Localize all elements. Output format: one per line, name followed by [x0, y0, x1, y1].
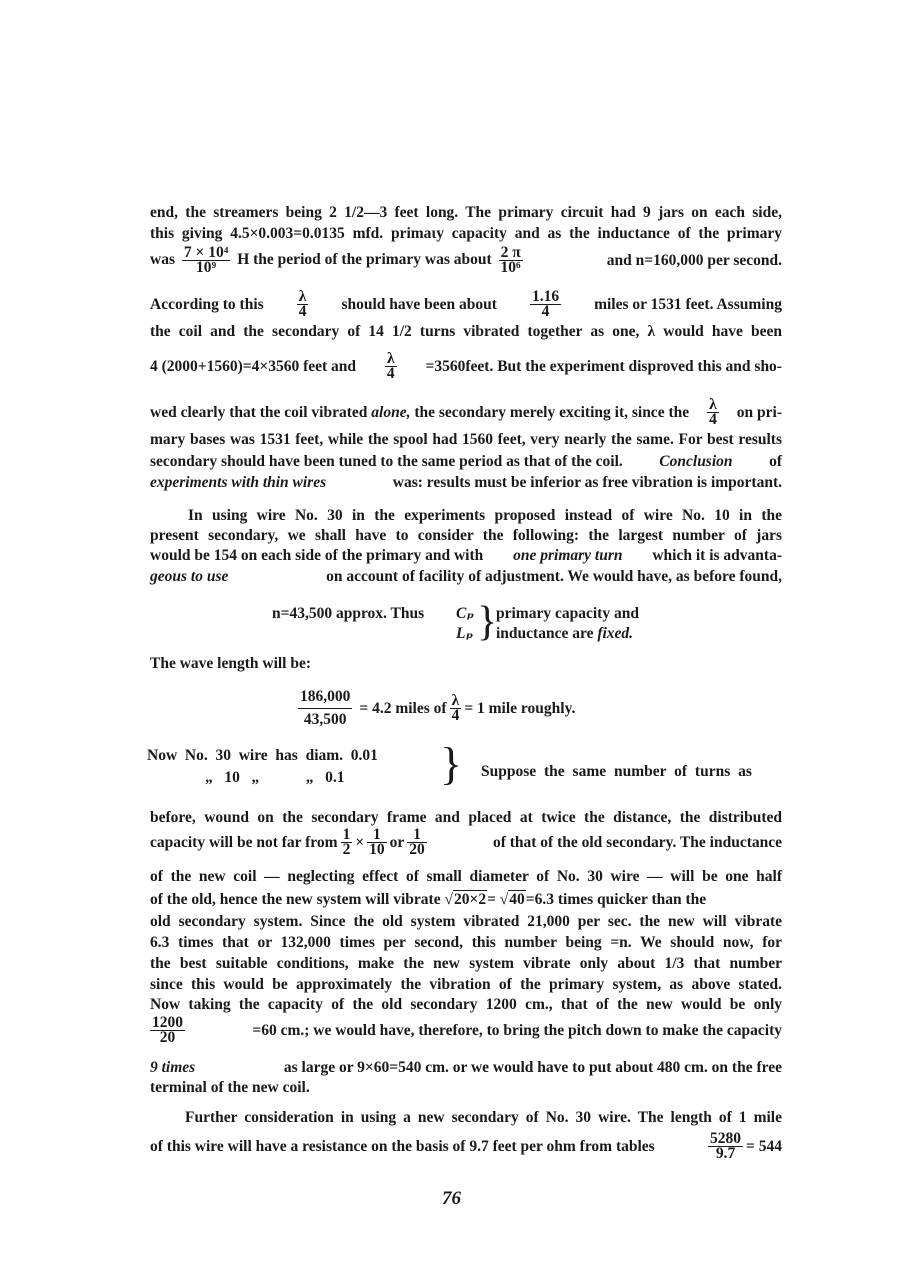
text-line: before, wound on the secondary frame and placed at twice the distance, the distributed: [150, 809, 782, 826]
text-line: the best suitable conditions, make the new system vibrate only about 1/3 that number: [150, 955, 782, 972]
equation-text: Now No. 30 wire has diam. 0.01: [147, 747, 378, 764]
text-line: old secondary system. Since the old system vibrated 21,000 per sec. the new will vibrate: [150, 913, 782, 930]
text-line: end, the streamers being 2 1/2—3 feet long. The primary circuit had 9 jars on each side,: [150, 204, 782, 221]
text-line: 9 times as large or 9×60=540 cm. or we would have to put about 480 cm. on the free: [150, 1059, 782, 1076]
fraction: $\frac{\lambda}{4}$: [451, 692, 460, 724]
fraction: $\frac{5280}{9.7}$: [710, 1130, 742, 1162]
fraction: $\frac{\text{7 × 10⁴}}{\text{10⁹}}$: [183, 244, 229, 276]
fraction: $\frac{1}{10}$: [369, 826, 385, 858]
text-line: In using wire No. 30 in the experiments proposed instead of wire No. 10 in the: [188, 507, 782, 524]
text-line: $\frac{1200}{20}$ =60 cm.; we would have, therefore, to bring the pitch down to make the capacity: [152, 1014, 782, 1046]
page-number: 76: [442, 1188, 461, 1209]
equation-text: „ 10 „ „ 0.1: [205, 769, 345, 786]
text-line: present secondary, we shall have to consider the following: the largest number of jars: [150, 527, 782, 544]
fraction: $\frac{186,000}{43,500}$: [300, 688, 351, 728]
text-line: the coil and the secondary of 14 1/2 turns vibrated together as one, λ would have been: [150, 323, 782, 340]
right-brace-icon: }: [477, 599, 498, 645]
equation-text: n=43,500 approx. Thus: [272, 605, 425, 622]
text-line: secondary should have been tuned to the same period as that of the coil. Conclusion of: [150, 453, 782, 470]
text-line: since this would be approximately the vibration of the primary system, as above stated.: [150, 976, 782, 993]
text-line: would be 154 on each side of the primary and with one primary turn which it is advanta-: [150, 547, 782, 564]
text-line: of the old, hence the new system will vibrate √20×2= √40=6.3 times quicker than the: [150, 891, 707, 908]
text-line: The wave length will be:: [150, 655, 312, 672]
text-line: of this wire will have a resistance on the basis of 9.7 feet per ohm from tables $\frac{5280}{9.7}$ = 544: [150, 1130, 782, 1162]
text-line: 4 (2000+1560)=4×3560 feet and $\frac{\lambda}{4}$ =3560feet. But the experiment disproved this and sho-: [150, 350, 782, 382]
text-line: geous to use on account of facility of adjustment. We would have, as before found,: [150, 568, 782, 585]
text-line: Now taking the capacity of the old secondary 1200 cm., that of the new would be only: [150, 996, 782, 1013]
equation-symbol: Cₚ: [456, 605, 475, 622]
text-line: According to this $\frac{\lambda}{4}$ should have been about $\frac{1.16}{4}$ miles or 1531 feet. Assuming: [150, 288, 782, 320]
right-brace-icon: }: [440, 738, 463, 789]
text-line: of the new coil — neglecting effect of small diameter of No. 30 wire — will be one half: [150, 868, 782, 885]
equation-text: primary capacity and: [496, 605, 639, 622]
text-line: 6.3 times that or 132,000 times per second, this number being =n. We should now, for: [150, 934, 782, 951]
text-line: experiments with thin wires was: results must be inferior as free vibration is important.: [150, 474, 782, 491]
text-line: was $\frac{\text{7 × 10⁴}}{\text{10⁹}}$ H the period of the primary was about $\frac{2 \pi}{\text{10⁶}}$ and n=160,000 per second.: [150, 244, 782, 276]
fraction: $\frac{1.16}{4}$: [531, 288, 560, 320]
text-line: Further consideration in using a new secondary of No. 30 wire. The length of 1 mile: [185, 1109, 782, 1126]
text-line: wed clearly that the coil vibrated alone, the secondary merely exciting it, since the $\frac{\lambda}{4}$ on pri-: [150, 396, 782, 428]
fraction: $\frac{\lambda}{4}$: [386, 350, 395, 382]
fraction: $\frac{\lambda}{4}$: [709, 396, 717, 428]
equation-text: inductance are fixed.: [496, 625, 634, 642]
fraction: $\frac{1}{20}$: [409, 826, 425, 858]
fraction: $\frac{2 \pi}{\text{10⁶}}$: [500, 244, 521, 276]
fraction: $\frac{1200}{20}$: [152, 1014, 183, 1046]
fraction: $\frac{\lambda}{4}$: [298, 288, 307, 320]
fraction: $\frac{1}{2}$: [342, 826, 351, 858]
text-line: mary bases was 1531 feet, while the spool had 1560 feet, very nearly the same. For best results: [150, 431, 782, 448]
text-line: capacity will be not far from $\frac{1}{2}$ × $\frac{1}{10}$ or $\frac{1}{20}$ of that of the old secondary. The inductance: [150, 826, 782, 858]
equation-text: Suppose the same number of turns as: [481, 763, 752, 780]
equation-symbol: Lₚ: [456, 625, 474, 642]
equation: $\frac{186,000}{43,500}$ = 4.2 miles of $\frac{\lambda}{4}$ = 1 mile roughly.: [295, 686, 575, 731]
text-line: terminal of the new coil.: [150, 1079, 310, 1096]
text-line: this giving 4.5×0.003=0.0135 mfd. primaιy capacity and as the inductance of the primary: [150, 225, 782, 242]
